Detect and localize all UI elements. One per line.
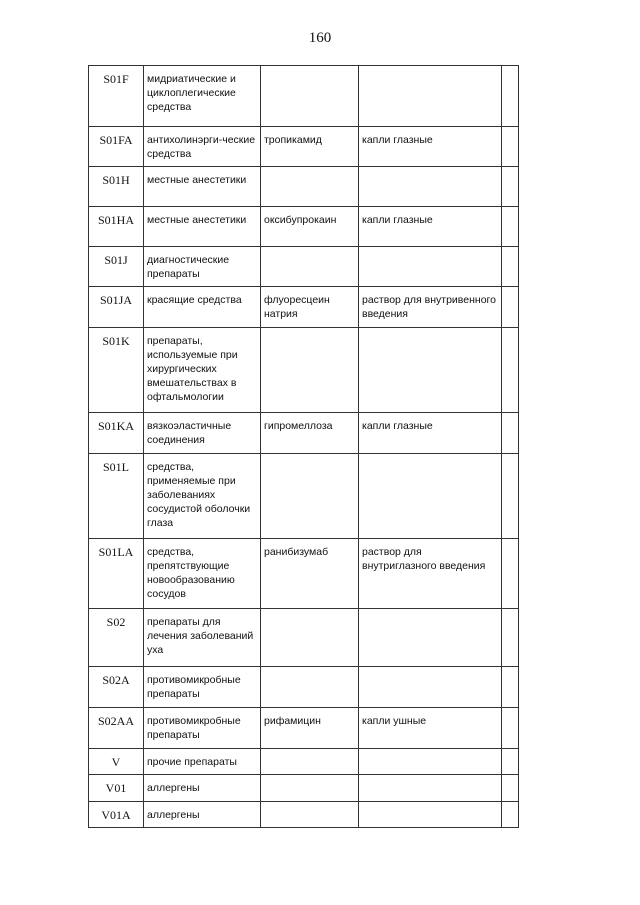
drug-name-cell (261, 775, 359, 802)
atc-code-cell: S02AA (89, 708, 144, 749)
drug-name-cell (261, 802, 359, 828)
atc-code-cell: S01FA (89, 127, 144, 167)
group-name-cell: препараты, используемые при хирургических вмешательствах в офтальмологии (144, 328, 261, 413)
group-name-cell: красящие средства (144, 287, 261, 328)
dosage-form-cell (359, 66, 502, 127)
group-name-cell: препараты для лечения заболеваний уха (144, 609, 261, 667)
group-name-cell: аллергены (144, 802, 261, 828)
drug-name-cell: флуоресцеин натрия (261, 287, 359, 328)
table-row (89, 708, 519, 749)
dosage-form-cell (359, 454, 502, 539)
group-name-cell: противомикробные препараты (144, 708, 261, 749)
group-name-cell: диагностические препараты (144, 247, 261, 287)
drug-name-cell (261, 167, 359, 207)
group-name-cell: средства, применяемые при заболеваниях сосудистой оболочки глаза (144, 454, 261, 539)
table-row (89, 167, 519, 207)
group-name-cell: местные анестетики (144, 167, 261, 207)
dosage-form-cell: капли глазные (359, 127, 502, 167)
group-name-cell: вязкоэластичные соединения (144, 413, 261, 454)
atc-code-cell: S02 (89, 609, 144, 667)
drug-name-cell: тропикамид (261, 127, 359, 167)
group-name-cell: противомикробные препараты (144, 667, 261, 708)
atc-code-cell: V (89, 749, 144, 775)
extra-cell (502, 539, 519, 609)
extra-cell (502, 127, 519, 167)
extra-cell (502, 207, 519, 247)
extra-cell (502, 66, 519, 127)
page-number: 160 (308, 30, 332, 46)
dosage-form-cell (359, 802, 502, 828)
atc-code-cell: V01 (89, 775, 144, 802)
extra-cell (502, 413, 519, 454)
dosage-form-cell (359, 667, 502, 708)
group-name-cell: мидриатические и циклоплегические средства (144, 66, 261, 127)
atc-code-cell: S01JA (89, 287, 144, 328)
group-name-cell: прочие препараты (144, 749, 261, 775)
extra-cell (502, 328, 519, 413)
table-row (89, 328, 519, 413)
atc-code-cell: S01LA (89, 539, 144, 609)
table-row (89, 775, 519, 802)
table-row (89, 749, 519, 775)
atc-code-cell: S01HA (89, 207, 144, 247)
drug-name-cell (261, 454, 359, 539)
atc-code-cell: S01H (89, 167, 144, 207)
extra-cell (502, 247, 519, 287)
atc-code-cell: S01KA (89, 413, 144, 454)
dosage-form-cell (359, 328, 502, 413)
extra-cell (502, 454, 519, 539)
drug-name-cell: гипромеллоза (261, 413, 359, 454)
table-row (89, 207, 519, 247)
table-row (89, 802, 519, 828)
dosage-form-cell: капли глазные (359, 207, 502, 247)
drug-name-cell (261, 609, 359, 667)
table-row (89, 609, 519, 667)
group-name-cell: средства, препятствующие новообразованию сосудов (144, 539, 261, 609)
drug-table (88, 65, 519, 828)
dosage-form-cell (359, 247, 502, 287)
table-row (89, 413, 519, 454)
extra-cell (502, 802, 519, 828)
table-row (89, 454, 519, 539)
drug-name-cell (261, 247, 359, 287)
table-row (89, 66, 519, 127)
dosage-form-cell (359, 775, 502, 802)
drug-name-cell: оксибупрокаин (261, 207, 359, 247)
atc-code-cell: S01K (89, 328, 144, 413)
extra-cell (502, 667, 519, 708)
table-row (89, 247, 519, 287)
extra-cell (502, 708, 519, 749)
atc-code-cell: V01A (89, 802, 144, 828)
extra-cell (502, 167, 519, 207)
group-name-cell: местные анестетики (144, 207, 261, 247)
extra-cell (502, 749, 519, 775)
drug-name-cell (261, 328, 359, 413)
dosage-form-cell (359, 609, 502, 667)
drug-name-cell (261, 667, 359, 708)
atc-code-cell: S01F (89, 66, 144, 127)
table-body (89, 66, 519, 828)
table-row (89, 539, 519, 609)
dosage-form-cell: раствор для внутриглазного введения (359, 539, 502, 609)
drug-name-cell: ранибизумаб (261, 539, 359, 609)
atc-code-cell: S01J (89, 247, 144, 287)
atc-code-cell: S01L (89, 454, 144, 539)
extra-cell (502, 775, 519, 802)
atc-code-cell: S02A (89, 667, 144, 708)
drug-name-cell (261, 66, 359, 127)
drug-name-cell: рифамицин (261, 708, 359, 749)
dosage-form-cell (359, 749, 502, 775)
table-row (89, 667, 519, 708)
table-row (89, 127, 519, 167)
extra-cell (502, 609, 519, 667)
group-name-cell: антихолинэрги-ческие средства (144, 127, 261, 167)
table-row (89, 287, 519, 328)
drug-name-cell (261, 749, 359, 775)
dosage-form-cell (359, 167, 502, 207)
dosage-form-cell: раствор для внутривенного введения (359, 287, 502, 328)
dosage-form-cell: капли глазные (359, 413, 502, 454)
group-name-cell: аллергены (144, 775, 261, 802)
extra-cell (502, 287, 519, 328)
dosage-form-cell: капли ушные (359, 708, 502, 749)
